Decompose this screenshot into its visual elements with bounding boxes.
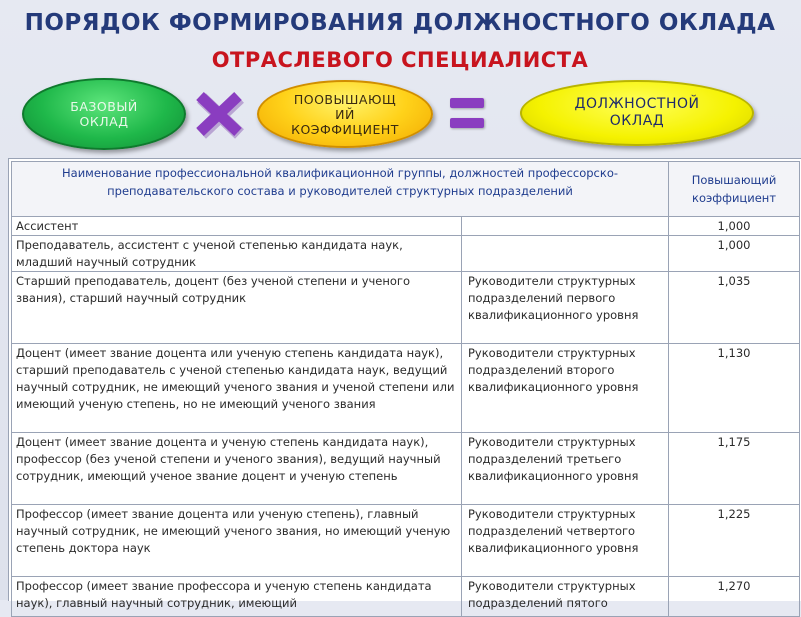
equals-icon (450, 98, 484, 130)
base-salary-oval (22, 78, 186, 150)
coefficient-table-container (8, 158, 801, 610)
cell-position: Старший преподаватель, доцент (без ученой степени и ученого звания), старший научный сотрудник (12, 272, 462, 344)
cell-heads: Руководители структурных подразделений пятого (462, 577, 669, 617)
cell-heads: Руководители структурных подразделений третьего квалификационного уровня (462, 433, 669, 505)
base-salary-label-line2: ОКЛАД (79, 114, 129, 129)
table-row (12, 433, 800, 505)
table-header-row (12, 162, 800, 217)
cell-position: Профессор (имеет звание доцента или ученую степень), главный научный сотрудник, не имеющий ученого звания, но имеющий ученую степень доктора наук (12, 505, 462, 577)
cell-coefficient: 1,130 (669, 344, 800, 433)
page-subtitle: ОТРАСЛЕВОГО СПЕЦИАЛИСТА (211, 48, 589, 72)
coefficient-label-line2: ИЙ (335, 106, 355, 122)
cell-position: Доцент (имеет звание доцента и ученую степень кандидата наук), профессор (без ученой степени и ученого звания), ведущий научный сотрудник, имеющий ученое звание доцент и ученую степень (12, 433, 462, 505)
cell-coefficient: 1,175 (669, 433, 800, 505)
cell-heads: Руководители структурных подразделений четвертого квалификационного уровня (462, 505, 669, 577)
cell-position: Профессор (имеет звание профессора и ученую степень кандидата наук), главный научный сотрудник, имеющий (12, 577, 462, 617)
cell-coefficient: 1,000 (669, 217, 800, 236)
header-coefficient: Повышающий коэффициент (669, 162, 800, 217)
table-row (12, 505, 800, 577)
header-group: Наименование профессиональной квалификационной группы, должностей профессорско-преподавательского состава и руководителей структурных подразделений (12, 162, 669, 217)
table-row (12, 236, 800, 272)
cell-position: Преподаватель, ассистент с ученой степенью кандидата наук, младший научный сотрудник (12, 236, 462, 272)
cell-heads: Руководители структурных подразделений первого квалификационного уровня (462, 272, 669, 344)
coefficient-table (11, 161, 800, 617)
page-title: ПОРЯДОК ФОРМИРОВАНИЯ ДОЛЖНОСТНОГО ОКЛАДА (24, 10, 776, 36)
position-salary-oval (520, 80, 754, 146)
table-row (12, 217, 800, 236)
cell-coefficient: 1,270 (669, 577, 800, 617)
cell-heads (462, 217, 669, 236)
cell-position: Доцент (имеет звание доцента или ученую степень кандидата наук), старший преподаватель с ученой степенью кандидата наук, ведущий научный сотрудник, не имеющий ученого звания и ученой степени или имеющий ученую степень, но не имеющий ученого звания (12, 344, 462, 433)
position-salary-label-line1: ДОЛЖНОСТНОЙ (574, 96, 700, 112)
table-row (12, 344, 800, 433)
position-salary-label-line2: ОКЛАД (609, 113, 665, 129)
base-salary-label-line1: БАЗОВЫЙ (70, 99, 138, 114)
table-row (12, 272, 800, 344)
cell-heads: Руководители структурных подразделений второго квалификационного уровня (462, 344, 669, 433)
cell-heads (462, 236, 669, 272)
cell-coefficient: 1,035 (669, 272, 800, 344)
coefficient-label-line1: ПООВЫШАЮЩ (293, 91, 397, 107)
coefficient-label-line3: КОЭФФИЦИЕНТ (291, 121, 399, 137)
multiply-icon (196, 92, 242, 136)
cell-coefficient: 1,225 (669, 505, 800, 577)
table-row (12, 577, 800, 617)
cell-position: Ассистент (12, 217, 462, 236)
cell-coefficient: 1,000 (669, 236, 800, 272)
coefficient-oval (257, 80, 433, 148)
